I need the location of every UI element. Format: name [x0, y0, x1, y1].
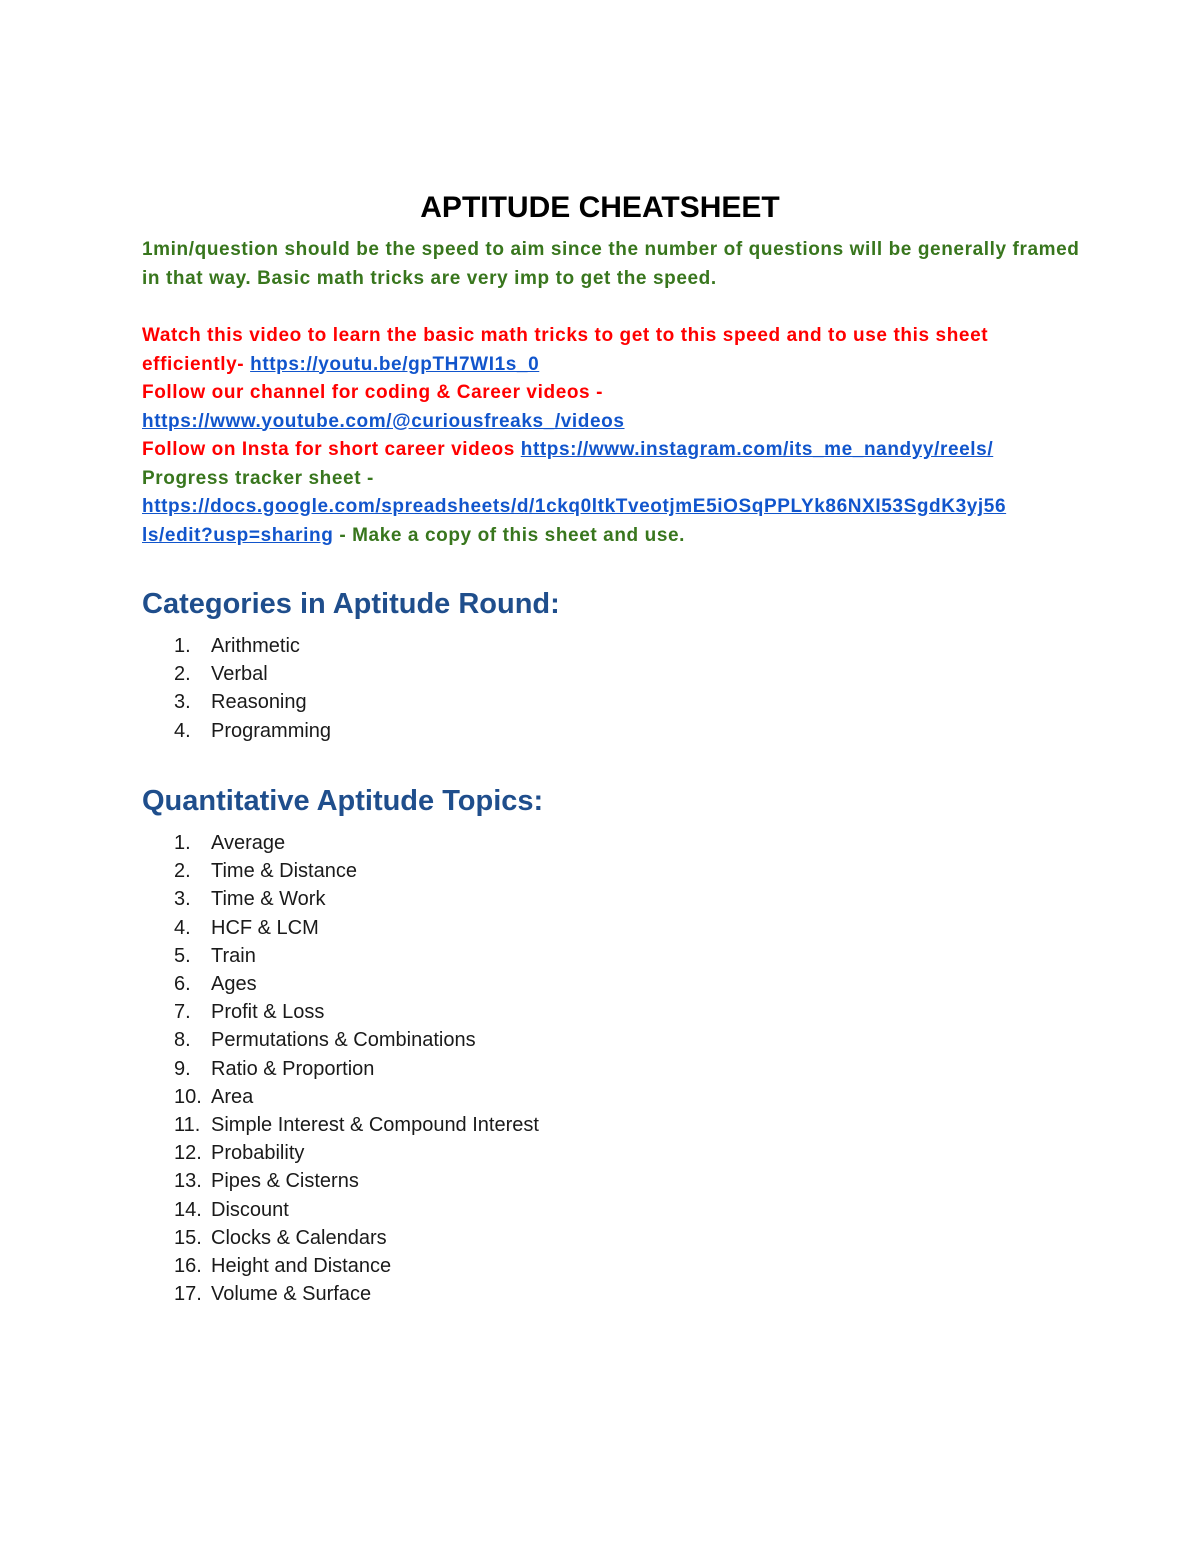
list-item	[174, 1280, 539, 1308]
list-item-label: Train	[211, 944, 256, 967]
list-item	[174, 914, 539, 942]
list-item-number: 8.	[174, 1029, 191, 1052]
list-item-label: Arithmetic	[211, 635, 300, 657]
list-item	[174, 717, 331, 745]
video-note	[142, 322, 1082, 379]
list-item	[174, 1196, 539, 1224]
list-item-number: 15.	[174, 1226, 202, 1249]
list-item	[174, 998, 539, 1026]
list-item-label: Permutations & Combinations	[211, 1029, 476, 1052]
list-item	[174, 632, 331, 660]
categories-heading: Categories in Aptitude Round:	[142, 588, 560, 620]
list-item	[174, 1139, 539, 1167]
tracker-suffix: - Make a copy of this sheet and use.	[339, 524, 686, 546]
list-item-number: 7.	[174, 1001, 191, 1024]
list-item	[174, 1111, 539, 1139]
video-note-text: Watch this video to learn the basic math tricks to get to this speed and to use this sheet efficiently-	[142, 325, 989, 375]
list-item-label: Area	[211, 1085, 254, 1108]
list-item	[174, 857, 539, 885]
spacer	[142, 293, 1082, 322]
list-item-label: Ratio & Proportion	[211, 1057, 375, 1080]
list-item-label: Time & Work	[211, 888, 326, 911]
list-item-label: Clocks & Calendars	[211, 1226, 387, 1249]
list-item-number: 16.	[174, 1255, 202, 1278]
insta-note-text: Follow on Insta for short career videos	[142, 439, 515, 460]
tracker-link-part1: https://docs.google.com/spreadsheets/d/1ckq0ltkTveotjmE5iOSqPPLYk86NXI53SgdK3yj56	[142, 496, 1007, 517]
quant-topics-list	[174, 829, 539, 1308]
list-item-label: Profit & Loss	[211, 1001, 325, 1024]
list-item	[174, 885, 539, 913]
channel-note-text: Follow our channel for coding & Career videos -	[142, 382, 604, 403]
list-item-number: 1.	[174, 832, 191, 854]
list-item-number: 4.	[174, 719, 191, 742]
list-item-number: 13.	[174, 1170, 202, 1193]
list-item-number: 4.	[174, 916, 191, 939]
list-item-label: Verbal	[211, 663, 268, 686]
tracker-link-part2: ls/edit?usp=sharing	[142, 524, 334, 546]
list-item-number: 3.	[174, 691, 191, 714]
list-item-label: HCF & LCM	[211, 916, 319, 939]
page-title: APTITUDE CHEATSHEET	[420, 191, 780, 224]
list-item-label: Probability	[211, 1142, 305, 1165]
speed-note: 1min/question should be the speed to aim since the number of questions will be generally framed in that way. Basic math tricks are very imp to get the speed.	[142, 239, 1080, 289]
list-item-number: 5.	[174, 944, 191, 967]
list-item	[174, 1083, 539, 1111]
list-item-label: Pipes & Cisterns	[211, 1170, 359, 1193]
insta-link[interactable]: https://www.instagram.com/its_me_nandyy/reels/	[520, 439, 994, 460]
list-item-label: Average	[211, 832, 286, 854]
list-item-number: 10.	[174, 1085, 202, 1108]
tracker-note	[142, 465, 1082, 551]
list-item	[174, 942, 539, 970]
list-item-number: 17.	[174, 1283, 202, 1306]
channel-link[interactable]: https://www.youtube.com/@curiousfreaks_/videos	[142, 410, 625, 432]
list-item-number: 12.	[174, 1142, 202, 1165]
list-item-number: 9.	[174, 1057, 191, 1080]
quant-heading: Quantitative Aptitude Topics:	[142, 785, 544, 817]
list-item-number: 11.	[174, 1114, 201, 1137]
list-item	[174, 1026, 539, 1054]
video-link[interactable]: https://youtu.be/gpTH7WI1s_0	[250, 353, 540, 375]
tracker-note-text: Progress tracker sheet -	[142, 467, 374, 489]
list-item-number: 1.	[174, 635, 191, 657]
list-item	[174, 970, 539, 998]
list-item-number: 6.	[174, 973, 191, 996]
list-item-label: Volume & Surface	[211, 1283, 372, 1306]
list-item-label: Height and Distance	[211, 1255, 392, 1278]
list-item	[174, 688, 331, 716]
list-item-number: 3.	[174, 888, 191, 911]
list-item	[174, 829, 539, 857]
list-item-label: Programming	[211, 719, 332, 742]
list-item-number: 2.	[174, 860, 191, 883]
list-item-label: Time & Distance	[211, 860, 357, 883]
list-item	[174, 660, 331, 688]
list-item	[174, 1167, 539, 1195]
list-item	[174, 1055, 539, 1083]
list-item	[174, 1252, 539, 1280]
list-item	[174, 1224, 539, 1252]
channel-note	[142, 379, 1082, 436]
list-item-label: Discount	[211, 1198, 289, 1221]
intro-block	[142, 236, 1082, 550]
list-item-number: 2.	[174, 663, 191, 686]
list-item-label: Ages	[211, 973, 257, 996]
insta-note	[142, 436, 1082, 465]
list-item-number: 14.	[174, 1198, 202, 1221]
categories-list	[174, 632, 331, 745]
list-item-label: Simple Interest & Compound Interest	[211, 1114, 539, 1137]
list-item-label: Reasoning	[211, 691, 307, 714]
